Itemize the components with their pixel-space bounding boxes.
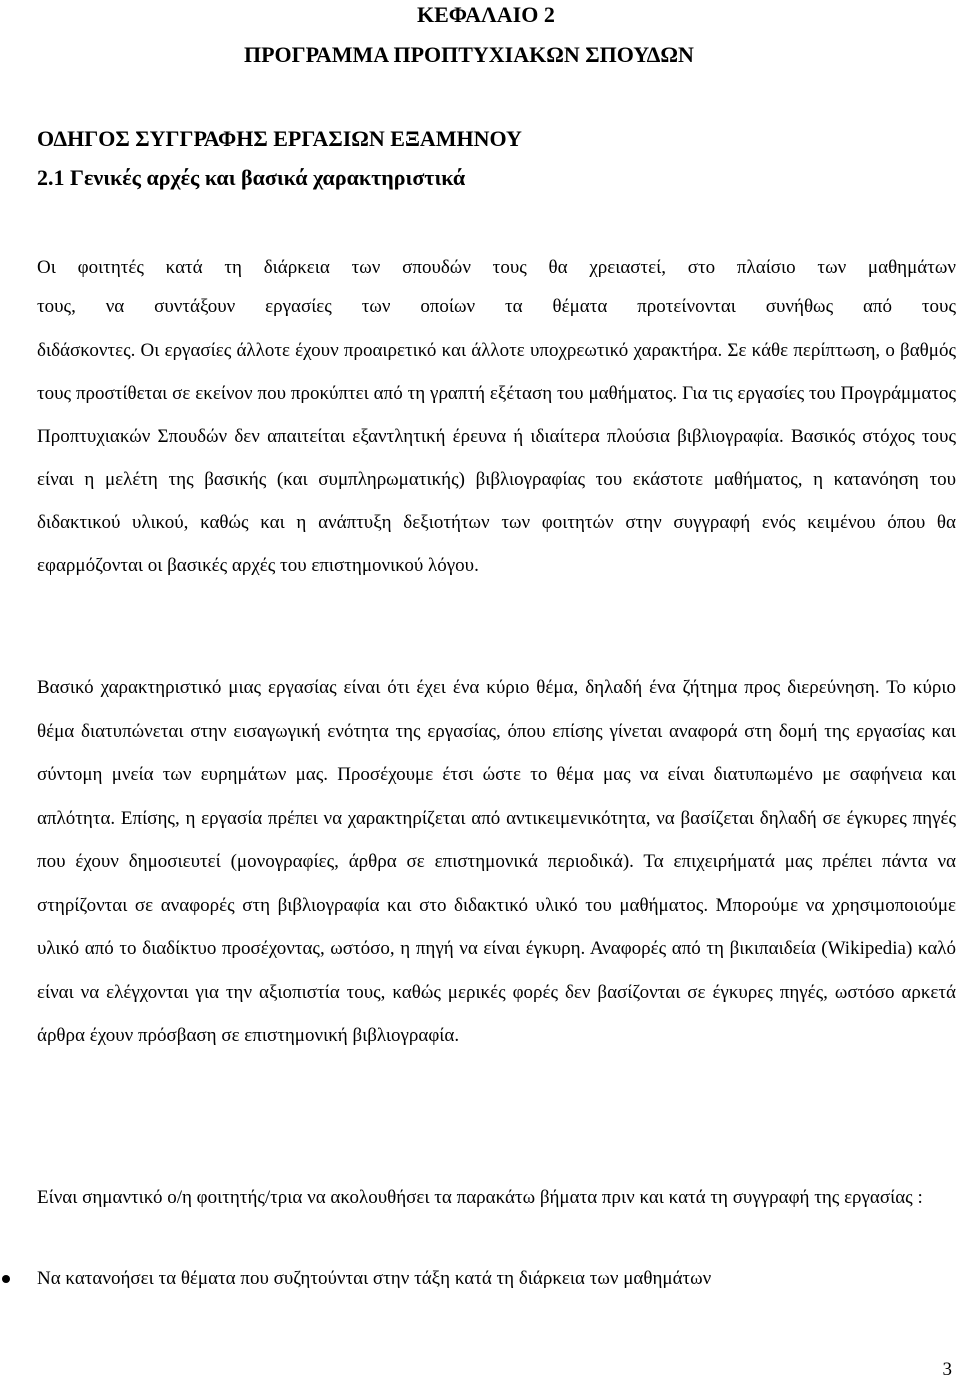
bullet-list-item [0,1262,960,1296]
paragraph-body: διδάσκοντες. Οι εργασίες άλλοτε έχουν προαιρετικό και άλλοτε υποχρεωτικό χαρακτήρα. Σε κάθε περίπτωση, ο βαθμός τους προστίθεται σε εκείνον που προκύπτει από τη γραπτή εξέταση του μαθήματος. Για τις εργασίες του Προγράμματος Προπτυχιακών Σπουδών δεν απαιτείται εξαντλητική έρευνα ή ιδιαίτερα πλούσια βιβλιογραφία. Βασικός στόχος τους είναι η μελέτη της βασικής (και συμπληρωματικής) βιβλιογραφίας του εκάστοτε μαθήματος, η κατανόηση του διδακτικού υλικού, καθώς και η ανάπτυξη δεξιοτήτων των φοιτητών στην συγγραφή ενός κειμένου όπου θα εφαρμόζονται οι βασικές αρχές του επιστημονικού λόγου. [37,340,956,576]
program-title: ΠΡΟΓΡΑΜΜΑ ΠΡΟΠΤΥΧΙΑΚΩΝ ΣΠΟΥΔΩΝ [244,42,694,67]
paragraph-line: Οι φοιτητές κατά τη διάρκεια των σπουδών τους θα χρειαστεί, στο πλαίσιο των μαθημάτων [37,257,956,278]
paragraph-steps-intro: Είναι σημαντικό ο/η φοιτητής/τρια να ακολουθήσει τα παρακάτω βήματα πριν και κατά τη συγγραφή της εργασίας : [37,1187,923,1208]
paragraph-main-characteristic: Βασικό χαρακτηριστικό μιας εργασίας είναι ότι έχει ένα κύριο θέμα, δηλαδή ένα ζήτημα προς διερεύνηση. Το κύριο θέμα διατυπώνεται στην εισαγωγική ενότητα της εργασίας, όπου επίσης γίνεται αναφορά στη δομή της εργασίας και σύντομη μνεία των ευρημάτων μας. Προσέχουμε έτσι ώστε το θέμα μας να είναι διατυπωμένο με σαφήνεια και απλότητα. Επίσης, η εργασία πρέπει να χαρακτηρίζεται από αντικειμενικότητα, να βασίζεται δηλαδή σε έγκυρες πηγές που έχουν δημοσιευτεί (μονογραφίες, άρθρα σε επιστημονικά περιοδικά). Τα επιχειρήματά μας πρέπει πάντα να στηρίζονται σε αναφορές στη βιβλιογραφία και στο διδακτικό υλικό του μαθήματος. Μπορούμε να χρησιμοποιούμε υλικό από το διαδίκτυο προσέχοντας, ωστόσο, η πηγή να είναι έγκυρη. Αναφορές από τη βικιπαιδεία (Wikipedia) καλό είναι να ελέγχονται για την αξιοπιστία τους, καθώς μερικές φορές δεν βασίζονται σε έγκυρες πηγές, ωστόσο αρκετά άρθρα έχουν πρόσβαση σε επιστημονική βιβλιογραφία. [37,677,956,1046]
bullet-text: Να κατανοήσει τα θέματα που συζητούνται στην τάξη κατά τη διάρκεια των μαθημάτων [37,1268,712,1289]
chapter-title: ΚΕΦΑΛΑΙΟ 2 [417,2,555,27]
paragraph-general-principles [37,251,956,587]
paragraph-line: τους, να συντάξουν εργασίες των οποίων τα θέματα προτείνονται συνήθως από τους [37,296,956,317]
bullet-icon [2,1275,10,1283]
guide-title: ΟΔΗΓΟΣ ΣΥΓΓΡΑΦΗΣ ΕΡΓΑΣΙΩΝ ΕΞΑΜΗΝΟΥ [37,126,522,151]
section-title: 2.1 Γενικές αρχές και βασικά χαρακτηριστικά [37,165,466,190]
page-number: 3 [942,1359,952,1380]
